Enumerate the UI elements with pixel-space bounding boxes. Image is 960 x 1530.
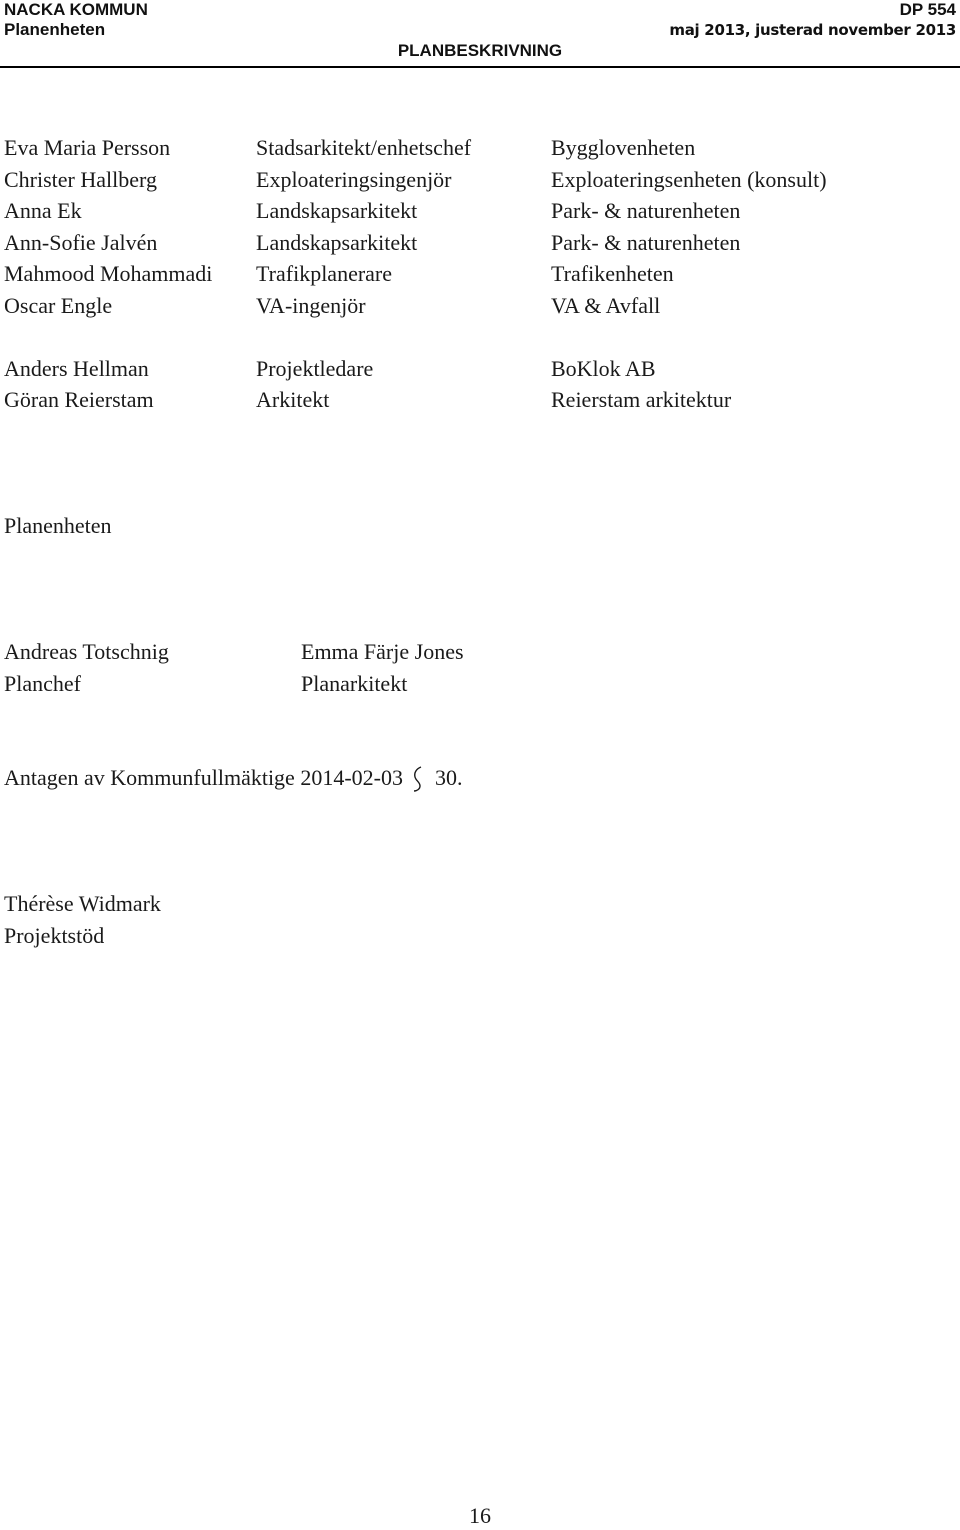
signature-heading: Planenheten xyxy=(4,513,112,538)
staff-role: Arkitekt xyxy=(256,387,330,412)
adoption-text: Antagen av Kommunfullmäktige 2014-02-03 xyxy=(4,765,403,790)
staff-unit: Exploateringsenheten (konsult) xyxy=(551,167,827,192)
staff-name: Anna Ek xyxy=(4,198,82,223)
support-title: Projektstöd xyxy=(4,923,105,948)
document-type: PLANBESKRIVNING xyxy=(397,41,563,60)
staff-name: Göran Reierstam xyxy=(4,387,154,412)
support-name: Thérèse Widmark xyxy=(4,891,161,916)
staff-unit: VA & Avfall xyxy=(551,293,661,318)
header-divider xyxy=(0,66,960,68)
staff-name: Anders Hellman xyxy=(4,356,149,381)
signer-title: Planarkitekt xyxy=(301,671,408,696)
staff-name: Eva Maria Persson xyxy=(4,135,171,160)
adoption-line xyxy=(4,764,462,792)
staff-name: Christer Hallberg xyxy=(4,167,157,192)
staff-unit: Reierstam arkitektur xyxy=(551,387,732,412)
document-date: maj 2013, justerad november 2013 xyxy=(669,21,956,39)
staff-unit: Bygglovenheten xyxy=(551,135,696,160)
paragraph-icon xyxy=(407,764,429,792)
staff-role: Trafikplanerare xyxy=(256,261,393,286)
staff-name: Oscar Engle xyxy=(4,293,113,318)
staff-role: VA-ingenjör xyxy=(256,293,366,318)
staff-role: Landskapsarkitekt xyxy=(256,230,418,255)
adoption-number: 30. xyxy=(434,765,463,790)
staff-role: Stadsarkitekt/enhetschef xyxy=(256,135,472,160)
staff-name: Mahmood Mohammadi xyxy=(4,261,213,286)
staff-unit: Park- & naturenheten xyxy=(551,198,741,223)
org-name: NACKA KOMMUN xyxy=(4,0,148,19)
signer-title: Planchef xyxy=(4,671,81,696)
staff-name: Ann-Sofie Jalvén xyxy=(4,230,158,255)
department-name: Planenheten xyxy=(4,20,106,39)
staff-unit: Park- & naturenheten xyxy=(551,230,741,255)
signer-name: Emma Färje Jones xyxy=(301,639,464,664)
page-number: 16 xyxy=(469,1503,491,1528)
staff-unit: BoKlok AB xyxy=(551,356,656,381)
staff-role: Projektledare xyxy=(256,356,374,381)
staff-role: Exploateringsingenjör xyxy=(256,167,452,192)
signer-name: Andreas Totschnig xyxy=(4,639,169,664)
staff-unit: Trafikenheten xyxy=(551,261,674,286)
plan-id: DP 554 xyxy=(899,0,956,19)
staff-role: Landskapsarkitekt xyxy=(256,198,418,223)
